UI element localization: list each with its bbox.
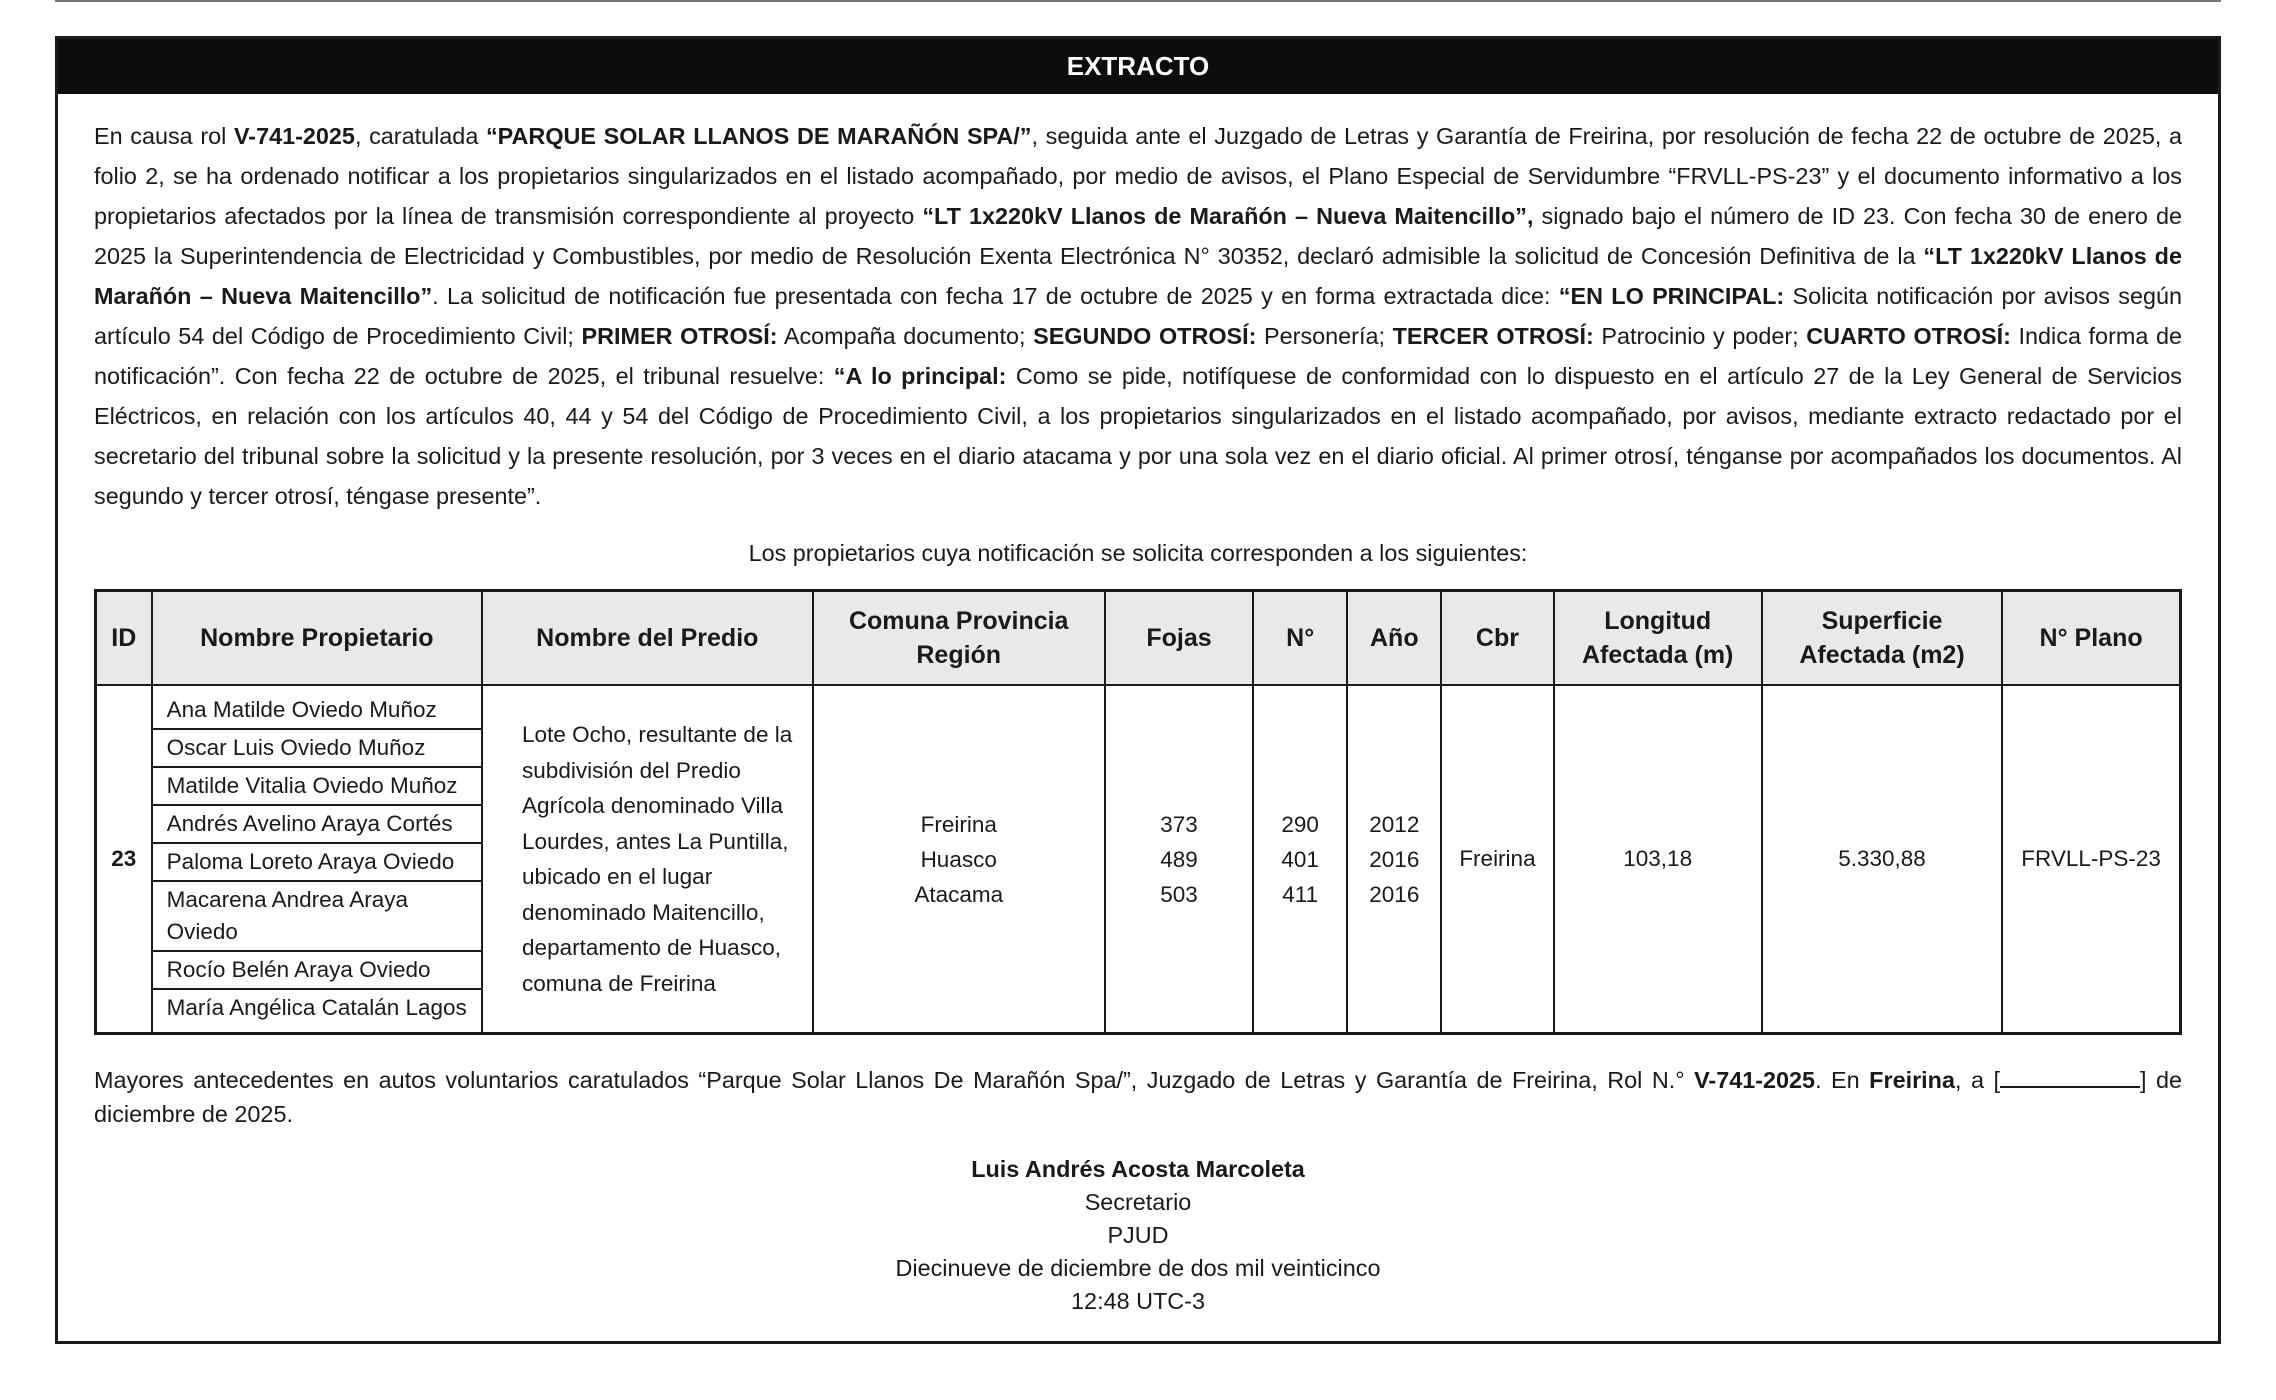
cell-area: 5.330,88 <box>1762 685 2002 1034</box>
body-text: Solicita notificación por avisos según artículo 54 del Código de Procedimiento Civil; <box>94 283 2182 349</box>
case-caption: “PARQUE SOLAR LLANOS DE MARAÑÓN SPA/” <box>485 123 1032 149</box>
number-value: 401 <box>1281 846 1319 872</box>
owner-name: Macarena Andrea Araya Oviedo <box>153 882 481 952</box>
owner-name: Paloma Loreto Araya Oviedo <box>153 844 481 882</box>
body-text: , caratulada <box>354 123 486 149</box>
closing-text: ] de diciembre de 2025. <box>94 1067 2182 1127</box>
body-text: Acompaña documento; <box>777 323 1034 349</box>
body-text: Patrocinio y poder; <box>1593 323 1807 349</box>
closing-text: , a [ <box>1954 1067 2000 1093</box>
body-text: En causa rol <box>94 123 234 149</box>
body-text: signado bajo el número de ID 23. Con fecha 30 de enero de 2025 la Superintendencia de Electricidad y Combustibles, por medio de Resolución Exenta Electrónica N° 30352, declaró admisible la solicitud de Concesión Definitiva de la <box>94 203 2182 269</box>
header-comuna-line1: Comuna Provincia <box>848 607 1069 635</box>
header-area-line2: Afectada (m2) <box>1799 641 1965 669</box>
owner-name: Oscar Luis Oviedo Muñoz <box>153 730 481 768</box>
body-text: . La solicitud de notificación fue presentada con fecha 17 de octubre de 2025 y en forma extractada dice: <box>432 283 1559 309</box>
section-label: “A lo principal: <box>833 363 1007 389</box>
header-area <box>1762 591 2002 686</box>
owner-name: Matilde Vitalia Oviedo Muñoz <box>153 768 481 806</box>
case-rol: V-741-2025 <box>233 123 355 149</box>
body-text: Indica forma de notificación”. Con fecha 22 de octubre de 2025, el tribunal resuelve: <box>94 323 2182 389</box>
top-divider <box>55 0 2221 2</box>
header-area-line1: Superficie <box>1821 607 1943 635</box>
header-property-name: Nombre del Predio <box>482 591 812 686</box>
year-value: 2016 <box>1369 846 1420 872</box>
closing-rol: V-741-2025 <box>1694 1067 1816 1093</box>
notice-banner <box>58 39 2218 94</box>
header-year: Año <box>1347 591 1441 686</box>
fojas-value: 503 <box>1160 881 1198 907</box>
owner-name: Ana Matilde Oviedo Muñoz <box>153 692 481 730</box>
body-text: Como se pide, notifíquese de conformidad con lo dispuesto en el artículo 27 de la Ley General de Servicios Eléctricos, en relación con los artículos 40, 44 y 54 del Código de Procedimiento Civil, a los propietarios singularizados en el listado acompañado, por avisos, mediante extracto redactado por el secretario del tribunal sobre la solicitud y la presente resolución, por 3 veces en el diario atacama y por una sola vez en el diario oficial. Al primer otrosí, ténganse por acompañados los documentos. Al segundo y tercer otrosí, téngase presente”. <box>94 363 2182 509</box>
provincia-value: Huasco <box>920 846 997 872</box>
project-name: “LT 1x220kV Llanos de Marañón – Nueva Maitencillo”, <box>922 203 1534 229</box>
header-plan-number: N° Plano <box>2002 591 2180 686</box>
header-length <box>1554 591 1762 686</box>
notice-frame <box>55 36 2221 1344</box>
header-length-line1: Longitud <box>1604 607 1712 635</box>
section-label: PRIMER OTROSÍ: <box>581 323 778 349</box>
section-label: TERCER OTROSÍ: <box>1392 323 1594 349</box>
owners-table <box>94 589 2182 1035</box>
date-blank <box>2000 1068 2140 1088</box>
section-label: “EN LO PRINCIPAL: <box>1558 283 1785 309</box>
cell-length: 103,18 <box>1554 685 1762 1034</box>
signer-role: Secretario <box>1084 1189 1192 1215</box>
number-value: 411 <box>1282 881 1319 907</box>
owner-name: Andrés Avelino Araya Cortés <box>153 806 481 844</box>
region-value: Atacama <box>914 881 1004 907</box>
header-comuna <box>813 591 1105 686</box>
year-value: 2012 <box>1369 811 1420 837</box>
closing-text: . En <box>1815 1067 1870 1093</box>
cell-owners <box>152 685 482 1034</box>
section-label: CUARTO OTROSÍ: <box>1806 323 2011 349</box>
owner-name: Rocío Belén Araya Oviedo <box>153 952 481 990</box>
cell-property <box>482 685 812 1034</box>
signer-org: PJUD <box>1107 1222 1169 1248</box>
body-text: , seguida ante el Juzgado de Letras y Garantía de Freirina, por resolución de fecha 22 de octubre de 2025, a folio 2, se ha ordenado notificar a los propietarios singularizados en el listado acompañado, por medio de avisos, el Plano Especial de Servidumbre “FRVLL-PS-23” y el documento informativo a los propietarios afectados por la línea de transmisión correspondiente al proyecto <box>94 123 2182 229</box>
fojas-value: 373 <box>1160 811 1198 837</box>
cell-fojas <box>1105 685 1253 1034</box>
fojas-value: 489 <box>1160 846 1198 872</box>
header-number: N° <box>1253 591 1347 686</box>
header-id: ID <box>96 591 152 686</box>
cell-plan-number: FRVLL-PS-23 <box>2002 685 2180 1034</box>
signer-name: Luis Andrés Acosta Marcoleta <box>971 1156 1305 1182</box>
banner-title: EXTRACTO <box>1066 51 1210 81</box>
table-intro: Los propietarios cuya notificación se solicita corresponden a los siguientes: <box>748 540 1528 566</box>
header-cbr: Cbr <box>1441 591 1553 686</box>
table-header-row <box>96 591 2181 686</box>
notice-content <box>58 94 2218 1318</box>
number-value: 290 <box>1281 811 1319 837</box>
cell-year <box>1347 685 1441 1034</box>
main-paragraph <box>94 116 2182 516</box>
cell-comuna <box>813 685 1105 1034</box>
closing-text: Mayores antecedentes en autos voluntarios caratulados “Parque Solar Llanos De Marañón Spa/”, Juzgado de Letras y Garantía de Freirina, Rol N.° <box>94 1067 1695 1093</box>
closing-city: Freirina <box>1869 1067 1955 1093</box>
header-comuna-line2: Región <box>916 641 1002 669</box>
signature-time: 12:48 UTC-3 <box>1071 1288 1205 1314</box>
comuna-value: Freirina <box>920 811 997 837</box>
project-name: “LT 1x220kV Llanos de Marañón – Nueva Maitencillo” <box>94 243 2182 309</box>
signature-block <box>94 1153 2182 1318</box>
cell-cbr: Freirina <box>1441 685 1553 1034</box>
cell-id: 23 <box>96 685 152 1034</box>
signature-date: Diecinueve de diciembre de dos mil veinticinco <box>895 1255 1381 1281</box>
table-row <box>96 685 2181 1034</box>
property-description: Lote Ocho, resultante de la subdivisión del Predio Agrícola denominado Villa Lourdes, antes La Puntilla, ubicado en el lugar denominado Maitencillo, departamento de Huasco, comuna de Freirina <box>522 722 793 996</box>
year-value: 2016 <box>1369 881 1420 907</box>
header-owner-name: Nombre Propietario <box>152 591 482 686</box>
owner-name: María Angélica Catalán Lagos <box>166 995 467 1020</box>
section-label: SEGUNDO OTROSÍ: <box>1033 323 1257 349</box>
closing-paragraph <box>94 1063 2182 1131</box>
body-text: Personería; <box>1256 323 1393 349</box>
header-length-line2: Afectada (m) <box>1581 641 1734 669</box>
cell-number <box>1253 685 1347 1034</box>
header-fojas: Fojas <box>1105 591 1253 686</box>
